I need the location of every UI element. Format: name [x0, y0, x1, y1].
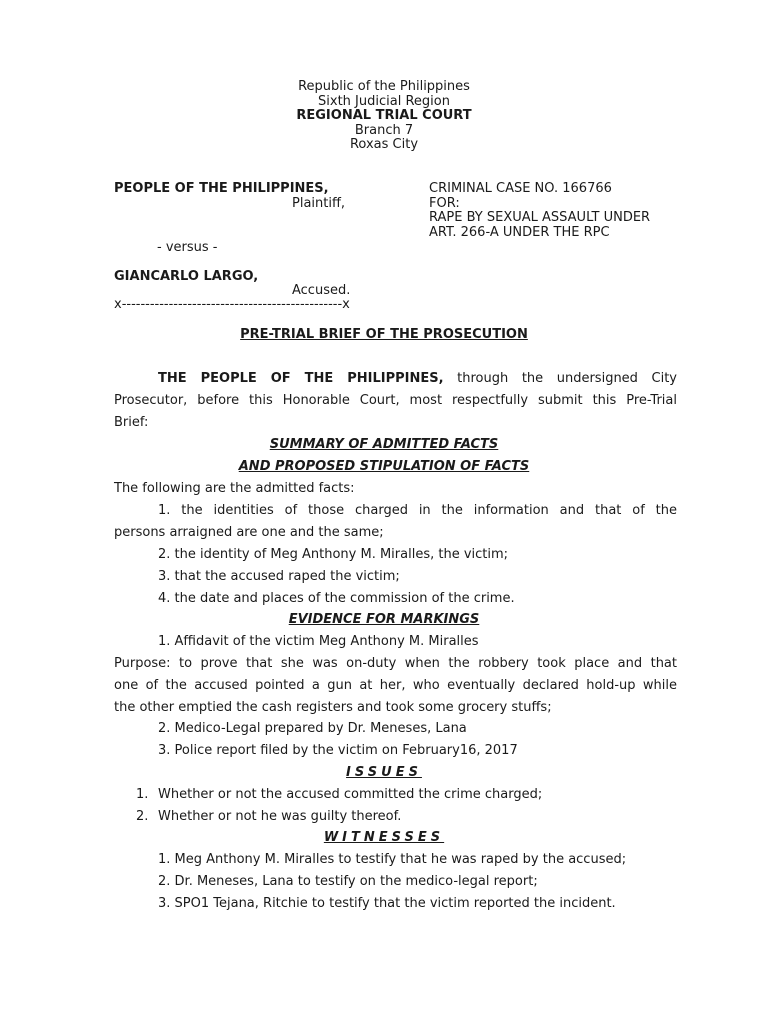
witnesses-item-1: 1. Meg Anthony M. Miralles to testify that he was raped by the accused;: [158, 852, 627, 867]
header-city: Roxas City: [349, 137, 419, 152]
issues-item-1-number: 1.: [136, 787, 149, 802]
evidence-item-1: 1. Affidavit of the victim Meg Anthony M. Miralles: [158, 634, 479, 649]
header-branch: Branch 7: [354, 123, 414, 138]
caption-divider: x-----------------------------------------------x: [114, 297, 350, 312]
header-court: REGIONAL TRIAL COURT: [296, 108, 472, 123]
issues-item-2-number: 2.: [136, 809, 149, 824]
intro-line2: Prosecutor, before this Honorable Court, most respectfully submit this Pre-Trial: [114, 393, 677, 408]
intro-line1: [114, 371, 677, 386]
issues-item-1: Whether or not the accused committed the crime charged;: [158, 787, 543, 802]
summary-lead: The following are the admitted facts:: [114, 481, 355, 496]
summary-item-3: 3. that the accused raped the victim;: [158, 569, 400, 584]
intro-line3: Brief:: [114, 415, 149, 430]
issues-heading: ISSUES: [346, 765, 422, 780]
document-title: PRE-TRIAL BRIEF OF THE PROSECUTION: [240, 327, 528, 342]
intro-line1-rest: through the undersigned City: [457, 371, 677, 386]
evidence-heading: EVIDENCE FOR MARKINGS: [288, 612, 480, 627]
plaintiff-role: Plaintiff,: [292, 196, 346, 211]
evidence-purpose-line3: the other emptied the cash registers and took some grocery stuffs;: [114, 700, 552, 715]
case-offense-line2: ART. 266-A UNDER THE RPC: [429, 225, 610, 240]
versus-text: - versus -: [157, 240, 218, 255]
summary-heading-1: SUMMARY OF ADMITTED FACTS: [269, 437, 499, 452]
witnesses-item-3: 3. SPO1 Tejana, Ritchie to testify that the victim reported the incident.: [158, 896, 616, 911]
plaintiff-name: PEOPLE OF THE PHILIPPINES,: [114, 181, 329, 196]
witnesses-heading: WITNESSES: [323, 830, 445, 845]
summary-item-1-line2: persons arraigned are one and the same;: [114, 525, 384, 540]
witnesses-item-2: 2. Dr. Meneses, Lana to testify on the medico-legal report;: [158, 874, 538, 889]
evidence-purpose-line1: Purpose: to prove that she was on-duty when the robbery took place and that: [114, 656, 677, 671]
accused-role: Accused.: [292, 283, 351, 298]
summary-heading-2: AND PROPOSED STIPULATION OF FACTS: [238, 459, 530, 474]
evidence-item-2: 2. Medico-Legal prepared by Dr. Meneses, Lana: [158, 721, 467, 736]
accused-name: GIANCARLO LARGO,: [114, 269, 259, 284]
evidence-purpose-line2: one of the accused pointed a gun at her, who eventually declared hold-up while: [114, 678, 677, 693]
header-region: Sixth Judicial Region: [318, 94, 450, 109]
evidence-item-3: 3. Police report filed by the victim on February16, 2017: [158, 743, 518, 758]
summary-item-2: 2. the identity of Meg Anthony M. Miralles, the victim;: [158, 547, 509, 562]
issues-item-2: Whether or not he was guilty thereof.: [158, 809, 402, 824]
case-number: CRIMINAL CASE NO. 166766: [429, 181, 612, 196]
case-offense-line1: RAPE BY SEXUAL ASSAULT UNDER: [429, 210, 651, 225]
summary-item-4: 4. the date and places of the commission of the crime.: [158, 591, 515, 606]
intro-party: THE PEOPLE OF THE PHILIPPINES,: [158, 371, 444, 386]
header-republic: Republic of the Philippines: [298, 79, 470, 94]
case-for-label: FOR:: [429, 196, 460, 211]
summary-item-1-line1: 1. the identities of those charged in the information and that of the: [158, 503, 677, 518]
